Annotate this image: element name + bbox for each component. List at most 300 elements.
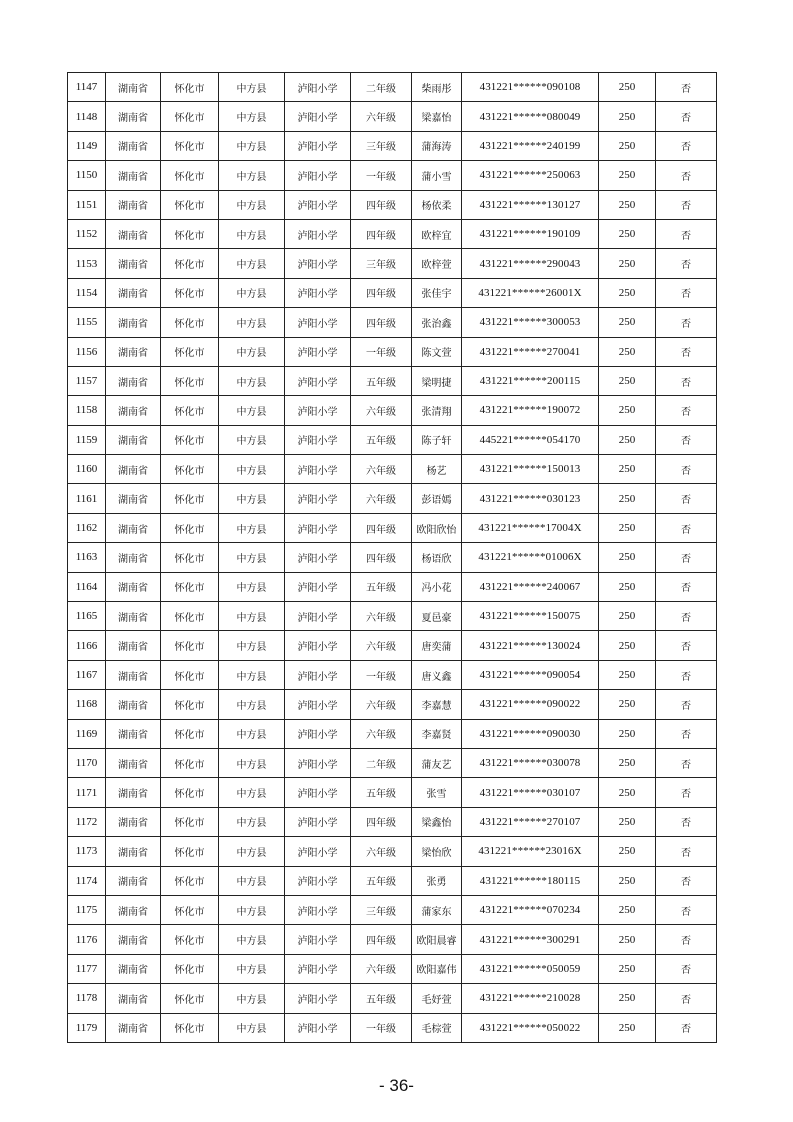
- cell-county: 中方县: [219, 866, 285, 895]
- cell-id-number: 431221******070234: [462, 895, 599, 924]
- table-row: [68, 396, 717, 425]
- cell-amount: 250: [599, 278, 656, 307]
- cell-province: 湖南省: [106, 396, 161, 425]
- cell-amount: 250: [599, 337, 656, 366]
- table-row: [68, 690, 717, 719]
- cell-grade: 三年级: [351, 131, 412, 160]
- cell-county: 中方县: [219, 366, 285, 395]
- cell-province: 湖南省: [106, 925, 161, 954]
- cell-id-number: 431221******050059: [462, 954, 599, 983]
- cell-city: 怀化市: [161, 690, 219, 719]
- cell-county: 中方县: [219, 73, 285, 102]
- cell-id-number: 431221******090054: [462, 660, 599, 689]
- table-row: [68, 602, 717, 631]
- cell-grade: 一年级: [351, 1013, 412, 1042]
- cell-school: 泸阳小学: [285, 895, 351, 924]
- cell-id-number: 431221******300053: [462, 308, 599, 337]
- cell-county: 中方县: [219, 837, 285, 866]
- cell-student-name: 蒲友艺: [412, 748, 462, 777]
- cell-student-name: 夏邑豪: [412, 602, 462, 631]
- cell-grade: 五年级: [351, 572, 412, 601]
- cell-school: 泸阳小学: [285, 984, 351, 1013]
- cell-school: 泸阳小学: [285, 602, 351, 631]
- cell-student-name: 欧阳晨睿: [412, 925, 462, 954]
- cell-row-number: 1166: [68, 631, 106, 660]
- table-row: [68, 513, 717, 542]
- cell-row-number: 1149: [68, 131, 106, 160]
- cell-grade: 一年级: [351, 660, 412, 689]
- cell-row-number: 1170: [68, 748, 106, 777]
- cell-province: 湖南省: [106, 807, 161, 836]
- cell-city: 怀化市: [161, 278, 219, 307]
- cell-id-number: 431221******030107: [462, 778, 599, 807]
- cell-school: 泸阳小学: [285, 337, 351, 366]
- cell-flag: 否: [656, 219, 717, 248]
- cell-county: 中方县: [219, 660, 285, 689]
- cell-flag: 否: [656, 249, 717, 278]
- table-row: [68, 837, 717, 866]
- cell-flag: 否: [656, 660, 717, 689]
- cell-county: 中方县: [219, 161, 285, 190]
- cell-id-number: 431221******270041: [462, 337, 599, 366]
- cell-province: 湖南省: [106, 161, 161, 190]
- cell-city: 怀化市: [161, 925, 219, 954]
- cell-student-name: 蒲小雪: [412, 161, 462, 190]
- cell-amount: 250: [599, 748, 656, 777]
- cell-flag: 否: [656, 337, 717, 366]
- cell-school: 泸阳小学: [285, 513, 351, 542]
- cell-flag: 否: [656, 631, 717, 660]
- cell-amount: 250: [599, 131, 656, 160]
- cell-id-number: 431221******090022: [462, 690, 599, 719]
- cell-province: 湖南省: [106, 131, 161, 160]
- cell-grade: 六年级: [351, 719, 412, 748]
- cell-id-number: 431221******26001X: [462, 278, 599, 307]
- cell-flag: 否: [656, 366, 717, 395]
- cell-amount: 250: [599, 308, 656, 337]
- cell-school: 泸阳小学: [285, 572, 351, 601]
- cell-amount: 250: [599, 631, 656, 660]
- cell-county: 中方县: [219, 543, 285, 572]
- cell-id-number: 431221******190109: [462, 219, 599, 248]
- cell-city: 怀化市: [161, 308, 219, 337]
- cell-flag: 否: [656, 484, 717, 513]
- cell-student-name: 张勇: [412, 866, 462, 895]
- cell-amount: 250: [599, 102, 656, 131]
- cell-flag: 否: [656, 1013, 717, 1042]
- cell-province: 湖南省: [106, 425, 161, 454]
- cell-city: 怀化市: [161, 984, 219, 1013]
- cell-city: 怀化市: [161, 161, 219, 190]
- cell-id-number: 431221******150075: [462, 602, 599, 631]
- cell-county: 中方县: [219, 455, 285, 484]
- table-row: [68, 778, 717, 807]
- table-row: [68, 543, 717, 572]
- cell-flag: 否: [656, 895, 717, 924]
- cell-row-number: 1147: [68, 73, 106, 102]
- cell-city: 怀化市: [161, 131, 219, 160]
- cell-grade: 三年级: [351, 895, 412, 924]
- cell-city: 怀化市: [161, 102, 219, 131]
- cell-amount: 250: [599, 602, 656, 631]
- cell-city: 怀化市: [161, 866, 219, 895]
- cell-student-name: 冯小花: [412, 572, 462, 601]
- cell-grade: 一年级: [351, 337, 412, 366]
- cell-id-number: 431221******090030: [462, 719, 599, 748]
- cell-province: 湖南省: [106, 366, 161, 395]
- cell-school: 泸阳小学: [285, 1013, 351, 1042]
- cell-amount: 250: [599, 425, 656, 454]
- cell-id-number: 431221******190072: [462, 396, 599, 425]
- cell-student-name: 杨依柔: [412, 190, 462, 219]
- cell-student-name: 唐义鑫: [412, 660, 462, 689]
- cell-grade: 六年级: [351, 602, 412, 631]
- cell-school: 泸阳小学: [285, 278, 351, 307]
- cell-province: 湖南省: [106, 954, 161, 983]
- table-row: [68, 1013, 717, 1042]
- cell-city: 怀化市: [161, 455, 219, 484]
- cell-id-number: 431221******130127: [462, 190, 599, 219]
- cell-row-number: 1167: [68, 660, 106, 689]
- cell-grade: 六年级: [351, 102, 412, 131]
- cell-province: 湖南省: [106, 308, 161, 337]
- cell-id-number: 431221******01006X: [462, 543, 599, 572]
- cell-flag: 否: [656, 984, 717, 1013]
- cell-grade: 六年级: [351, 455, 412, 484]
- cell-student-name: 张雪: [412, 778, 462, 807]
- cell-school: 泸阳小学: [285, 660, 351, 689]
- cell-county: 中方县: [219, 984, 285, 1013]
- cell-id-number: 431221******23016X: [462, 837, 599, 866]
- cell-county: 中方县: [219, 690, 285, 719]
- cell-amount: 250: [599, 660, 656, 689]
- cell-county: 中方县: [219, 631, 285, 660]
- cell-amount: 250: [599, 190, 656, 219]
- cell-school: 泸阳小学: [285, 249, 351, 278]
- cell-amount: 250: [599, 866, 656, 895]
- cell-county: 中方县: [219, 308, 285, 337]
- cell-row-number: 1179: [68, 1013, 106, 1042]
- cell-row-number: 1178: [68, 984, 106, 1013]
- table-row: [68, 748, 717, 777]
- table-row: [68, 660, 717, 689]
- table-row: [68, 249, 717, 278]
- cell-grade: 六年级: [351, 396, 412, 425]
- cell-province: 湖南省: [106, 631, 161, 660]
- cell-school: 泸阳小学: [285, 543, 351, 572]
- cell-student-name: 欧梓宜: [412, 219, 462, 248]
- cell-student-name: 陈子轩: [412, 425, 462, 454]
- cell-city: 怀化市: [161, 484, 219, 513]
- roster-table: [67, 72, 717, 1043]
- cell-city: 怀化市: [161, 719, 219, 748]
- cell-flag: 否: [656, 690, 717, 719]
- cell-row-number: 1175: [68, 895, 106, 924]
- cell-city: 怀化市: [161, 778, 219, 807]
- cell-province: 湖南省: [106, 778, 161, 807]
- cell-student-name: 欧阳欣怡: [412, 513, 462, 542]
- cell-row-number: 1174: [68, 866, 106, 895]
- cell-grade: 四年级: [351, 308, 412, 337]
- page-number: - 36-: [379, 1076, 414, 1095]
- cell-row-number: 1159: [68, 425, 106, 454]
- cell-student-name: 柴雨彤: [412, 73, 462, 102]
- cell-flag: 否: [656, 278, 717, 307]
- cell-city: 怀化市: [161, 219, 219, 248]
- cell-city: 怀化市: [161, 807, 219, 836]
- cell-city: 怀化市: [161, 1013, 219, 1042]
- cell-province: 湖南省: [106, 837, 161, 866]
- cell-student-name: 李嘉慧: [412, 690, 462, 719]
- cell-county: 中方县: [219, 1013, 285, 1042]
- cell-row-number: 1160: [68, 455, 106, 484]
- table-row: [68, 102, 717, 131]
- cell-amount: 250: [599, 807, 656, 836]
- cell-grade: 四年级: [351, 807, 412, 836]
- cell-grade: 四年级: [351, 513, 412, 542]
- cell-id-number: 431221******290043: [462, 249, 599, 278]
- cell-city: 怀化市: [161, 73, 219, 102]
- cell-province: 湖南省: [106, 484, 161, 513]
- cell-flag: 否: [656, 837, 717, 866]
- table-row: [68, 219, 717, 248]
- cell-province: 湖南省: [106, 572, 161, 601]
- cell-city: 怀化市: [161, 249, 219, 278]
- cell-province: 湖南省: [106, 895, 161, 924]
- cell-grade: 四年级: [351, 219, 412, 248]
- table-row: [68, 484, 717, 513]
- cell-flag: 否: [656, 131, 717, 160]
- table-row: [68, 984, 717, 1013]
- cell-flag: 否: [656, 719, 717, 748]
- cell-province: 湖南省: [106, 219, 161, 248]
- cell-city: 怀化市: [161, 954, 219, 983]
- cell-id-number: 445221******054170: [462, 425, 599, 454]
- cell-city: 怀化市: [161, 337, 219, 366]
- cell-amount: 250: [599, 572, 656, 601]
- cell-amount: 250: [599, 484, 656, 513]
- cell-city: 怀化市: [161, 396, 219, 425]
- table-row: [68, 190, 717, 219]
- cell-row-number: 1150: [68, 161, 106, 190]
- cell-school: 泸阳小学: [285, 102, 351, 131]
- cell-row-number: 1158: [68, 396, 106, 425]
- cell-school: 泸阳小学: [285, 748, 351, 777]
- cell-province: 湖南省: [106, 513, 161, 542]
- cell-city: 怀化市: [161, 660, 219, 689]
- cell-id-number: 431221******250063: [462, 161, 599, 190]
- cell-province: 湖南省: [106, 278, 161, 307]
- cell-city: 怀化市: [161, 572, 219, 601]
- cell-student-name: 欧阳嘉伟: [412, 954, 462, 983]
- table-row: [68, 925, 717, 954]
- table-row: [68, 425, 717, 454]
- table-row: [68, 895, 717, 924]
- cell-flag: 否: [656, 425, 717, 454]
- cell-row-number: 1148: [68, 102, 106, 131]
- cell-row-number: 1172: [68, 807, 106, 836]
- table-row: [68, 631, 717, 660]
- cell-flag: 否: [656, 513, 717, 542]
- cell-id-number: 431221******200115: [462, 366, 599, 395]
- cell-student-name: 李嘉贤: [412, 719, 462, 748]
- cell-amount: 250: [599, 690, 656, 719]
- cell-county: 中方县: [219, 954, 285, 983]
- cell-flag: 否: [656, 807, 717, 836]
- cell-id-number: 431221******180115: [462, 866, 599, 895]
- cell-city: 怀化市: [161, 425, 219, 454]
- cell-flag: 否: [656, 102, 717, 131]
- cell-student-name: 杨语欣: [412, 543, 462, 572]
- cell-grade: 五年级: [351, 866, 412, 895]
- cell-row-number: 1169: [68, 719, 106, 748]
- cell-grade: 二年级: [351, 748, 412, 777]
- cell-province: 湖南省: [106, 866, 161, 895]
- cell-province: 湖南省: [106, 984, 161, 1013]
- cell-id-number: 431221******050022: [462, 1013, 599, 1042]
- cell-school: 泸阳小学: [285, 366, 351, 395]
- cell-province: 湖南省: [106, 73, 161, 102]
- cell-province: 湖南省: [106, 719, 161, 748]
- cell-city: 怀化市: [161, 190, 219, 219]
- cell-student-name: 毛棕萱: [412, 1013, 462, 1042]
- cell-county: 中方县: [219, 748, 285, 777]
- cell-province: 湖南省: [106, 1013, 161, 1042]
- cell-flag: 否: [656, 455, 717, 484]
- cell-id-number: 431221******030078: [462, 748, 599, 777]
- cell-county: 中方县: [219, 219, 285, 248]
- cell-row-number: 1164: [68, 572, 106, 601]
- cell-city: 怀化市: [161, 366, 219, 395]
- cell-row-number: 1168: [68, 690, 106, 719]
- cell-county: 中方县: [219, 513, 285, 542]
- cell-amount: 250: [599, 1013, 656, 1042]
- cell-school: 泸阳小学: [285, 690, 351, 719]
- cell-id-number: 431221******17004X: [462, 513, 599, 542]
- cell-city: 怀化市: [161, 513, 219, 542]
- cell-row-number: 1176: [68, 925, 106, 954]
- cell-student-name: 毛妤萱: [412, 984, 462, 1013]
- table-row: [68, 308, 717, 337]
- cell-flag: 否: [656, 748, 717, 777]
- cell-row-number: 1177: [68, 954, 106, 983]
- cell-grade: 六年级: [351, 837, 412, 866]
- cell-grade: 六年级: [351, 484, 412, 513]
- cell-grade: 五年级: [351, 366, 412, 395]
- cell-amount: 250: [599, 954, 656, 983]
- cell-flag: 否: [656, 161, 717, 190]
- cell-id-number: 431221******030123: [462, 484, 599, 513]
- cell-county: 中方县: [219, 102, 285, 131]
- cell-school: 泸阳小学: [285, 190, 351, 219]
- cell-grade: 四年级: [351, 543, 412, 572]
- cell-student-name: 彭语嫣: [412, 484, 462, 513]
- cell-row-number: 1157: [68, 366, 106, 395]
- cell-county: 中方县: [219, 425, 285, 454]
- cell-county: 中方县: [219, 190, 285, 219]
- cell-province: 湖南省: [106, 102, 161, 131]
- cell-county: 中方县: [219, 807, 285, 836]
- cell-school: 泸阳小学: [285, 837, 351, 866]
- cell-grade: 五年级: [351, 425, 412, 454]
- cell-id-number: 431221******240199: [462, 131, 599, 160]
- cell-student-name: 唐奕蒲: [412, 631, 462, 660]
- cell-province: 湖南省: [106, 543, 161, 572]
- cell-amount: 250: [599, 925, 656, 954]
- table-row: [68, 954, 717, 983]
- cell-flag: 否: [656, 572, 717, 601]
- cell-county: 中方县: [219, 278, 285, 307]
- cell-flag: 否: [656, 954, 717, 983]
- table-row: [68, 337, 717, 366]
- cell-amount: 250: [599, 984, 656, 1013]
- cell-county: 中方县: [219, 719, 285, 748]
- cell-flag: 否: [656, 602, 717, 631]
- cell-school: 泸阳小学: [285, 425, 351, 454]
- cell-student-name: 梁怡欣: [412, 837, 462, 866]
- cell-row-number: 1171: [68, 778, 106, 807]
- cell-row-number: 1153: [68, 249, 106, 278]
- cell-school: 泸阳小学: [285, 866, 351, 895]
- cell-amount: 250: [599, 513, 656, 542]
- cell-grade: 四年级: [351, 190, 412, 219]
- cell-amount: 250: [599, 73, 656, 102]
- table-row: [68, 807, 717, 836]
- table-row: [68, 131, 717, 160]
- cell-county: 中方县: [219, 572, 285, 601]
- cell-city: 怀化市: [161, 543, 219, 572]
- cell-grade: 四年级: [351, 925, 412, 954]
- cell-student-name: 梁鑫怡: [412, 807, 462, 836]
- cell-row-number: 1163: [68, 543, 106, 572]
- cell-school: 泸阳小学: [285, 131, 351, 160]
- cell-county: 中方县: [219, 778, 285, 807]
- cell-school: 泸阳小学: [285, 484, 351, 513]
- cell-student-name: 梁明捷: [412, 366, 462, 395]
- cell-student-name: 梁嘉怡: [412, 102, 462, 131]
- cell-county: 中方县: [219, 602, 285, 631]
- cell-id-number: 431221******150013: [462, 455, 599, 484]
- cell-amount: 250: [599, 161, 656, 190]
- cell-province: 湖南省: [106, 249, 161, 278]
- cell-amount: 250: [599, 543, 656, 572]
- cell-province: 湖南省: [106, 190, 161, 219]
- cell-grade: 五年级: [351, 984, 412, 1013]
- cell-id-number: 431221******240067: [462, 572, 599, 601]
- cell-school: 泸阳小学: [285, 396, 351, 425]
- cell-amount: 250: [599, 895, 656, 924]
- cell-id-number: 431221******080049: [462, 102, 599, 131]
- cell-grade: 三年级: [351, 249, 412, 278]
- cell-row-number: 1152: [68, 219, 106, 248]
- table-row: [68, 278, 717, 307]
- cell-county: 中方县: [219, 337, 285, 366]
- cell-province: 湖南省: [106, 602, 161, 631]
- cell-flag: 否: [656, 396, 717, 425]
- cell-flag: 否: [656, 866, 717, 895]
- table-row: [68, 866, 717, 895]
- roster-body: [68, 73, 717, 1043]
- cell-student-name: 欧梓萱: [412, 249, 462, 278]
- cell-student-name: 张佳宇: [412, 278, 462, 307]
- cell-city: 怀化市: [161, 837, 219, 866]
- cell-city: 怀化市: [161, 895, 219, 924]
- cell-city: 怀化市: [161, 631, 219, 660]
- cell-province: 湖南省: [106, 660, 161, 689]
- cell-flag: 否: [656, 543, 717, 572]
- cell-grade: 二年级: [351, 73, 412, 102]
- cell-id-number: 431221******130024: [462, 631, 599, 660]
